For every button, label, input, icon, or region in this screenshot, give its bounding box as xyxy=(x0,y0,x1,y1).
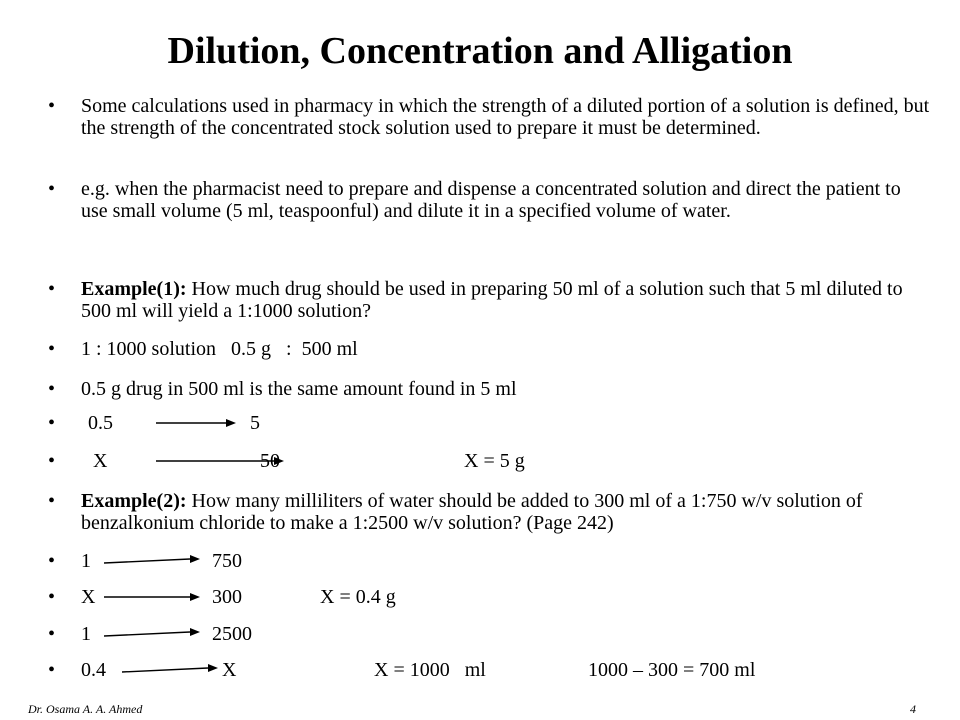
calc-right-value: 5 xyxy=(250,412,260,434)
example-label: Example(1): xyxy=(81,278,187,300)
calc-subtraction: 1000 – 300 = 700 ml xyxy=(588,659,756,681)
calc-left-value: 0.4 xyxy=(81,659,106,681)
calc-right-value: 300 xyxy=(212,586,242,608)
calc-right-value: X xyxy=(222,659,237,681)
bullet-dot: • xyxy=(48,490,56,512)
bullet-same-amount xyxy=(48,378,930,400)
bullet-dot: • xyxy=(48,95,56,117)
bullet-calc-2 xyxy=(48,450,930,474)
calc-left-value: X xyxy=(81,586,96,608)
bullet-text: Some calculations used in pharmacy in which the strength of a diluted portion of a solution is defined, but the strength of the concentrated stock solution used to prepare it must be determined. xyxy=(81,95,930,139)
bullet-calc-3 xyxy=(48,550,930,574)
calc-left-value: 0.5 xyxy=(88,412,113,434)
bullet-example-2 xyxy=(48,490,930,534)
bullet-dot: • xyxy=(48,659,56,681)
bullet-text: 1 : 1000 solution 0.5 g : 500 ml xyxy=(81,338,358,360)
bullet-dot: • xyxy=(48,378,56,400)
bullet-intro-2 xyxy=(48,178,930,222)
bullet-calc-4 xyxy=(48,586,930,610)
calc-left-value: 1 xyxy=(81,623,91,645)
bullet-calc-5 xyxy=(48,623,930,647)
bullet-example-1 xyxy=(48,278,930,322)
example-label: Example(2): xyxy=(81,490,187,512)
arrow-icon xyxy=(122,663,218,677)
arrow-icon xyxy=(104,590,200,604)
footer-author: Dr. Osama A. A. Ahmed xyxy=(28,702,143,716)
footer-page-number: 4 xyxy=(910,702,916,716)
example-question: How many milliliters of water should be added to 300 ml of a 1:750 w/v solution of benzalkonium chloride to make a 1:2500 w/v solution? (Page 242) xyxy=(81,490,863,534)
bullet-dot: • xyxy=(48,338,56,360)
bullet-dot: • xyxy=(48,412,56,434)
bullet-dot: • xyxy=(48,450,56,472)
bullet-text xyxy=(81,278,930,322)
calc-result: X = 5 g xyxy=(464,450,525,472)
calc-right-value: 2500 xyxy=(212,623,252,645)
bullet-intro-1 xyxy=(48,95,930,139)
calc-result: X = 1000 ml xyxy=(374,659,486,681)
calc-right-value: 50 xyxy=(260,450,280,472)
bullet-dot: • xyxy=(48,550,56,572)
bullet-text: 0.5 g drug in 500 ml is the same amount found in 5 ml xyxy=(81,378,517,400)
calc-right-value: 750 xyxy=(212,550,242,572)
bullet-text xyxy=(81,490,930,534)
calc-result: X = 0.4 g xyxy=(320,586,396,608)
bullet-dot: • xyxy=(48,623,56,645)
bullet-ratio xyxy=(48,338,930,360)
bullet-calc-6 xyxy=(48,659,930,683)
bullet-dot: • xyxy=(48,586,56,608)
arrow-icon xyxy=(104,627,200,641)
arrow-icon xyxy=(104,554,200,568)
bullet-text: e.g. when the pharmacist need to prepare and dispense a concentrated solution and direct the patient to use small volume (5 ml, teaspoonful) and dilute it in a specified volume of water. xyxy=(81,178,901,222)
bullet-dot: • xyxy=(48,178,56,200)
arrow-icon xyxy=(156,416,236,430)
calc-left-value: 1 xyxy=(81,550,91,572)
page-title: Dilution, Concentration and Alligation xyxy=(167,30,793,72)
bullet-dot: • xyxy=(48,278,56,300)
bullet-calc-1 xyxy=(48,412,930,436)
calc-left-value: X xyxy=(93,450,108,472)
example-question: How much drug should be used in preparing 50 ml of a solution such that 5 ml diluted to 500 ml will yield a 1:1000 solution? xyxy=(81,278,903,322)
